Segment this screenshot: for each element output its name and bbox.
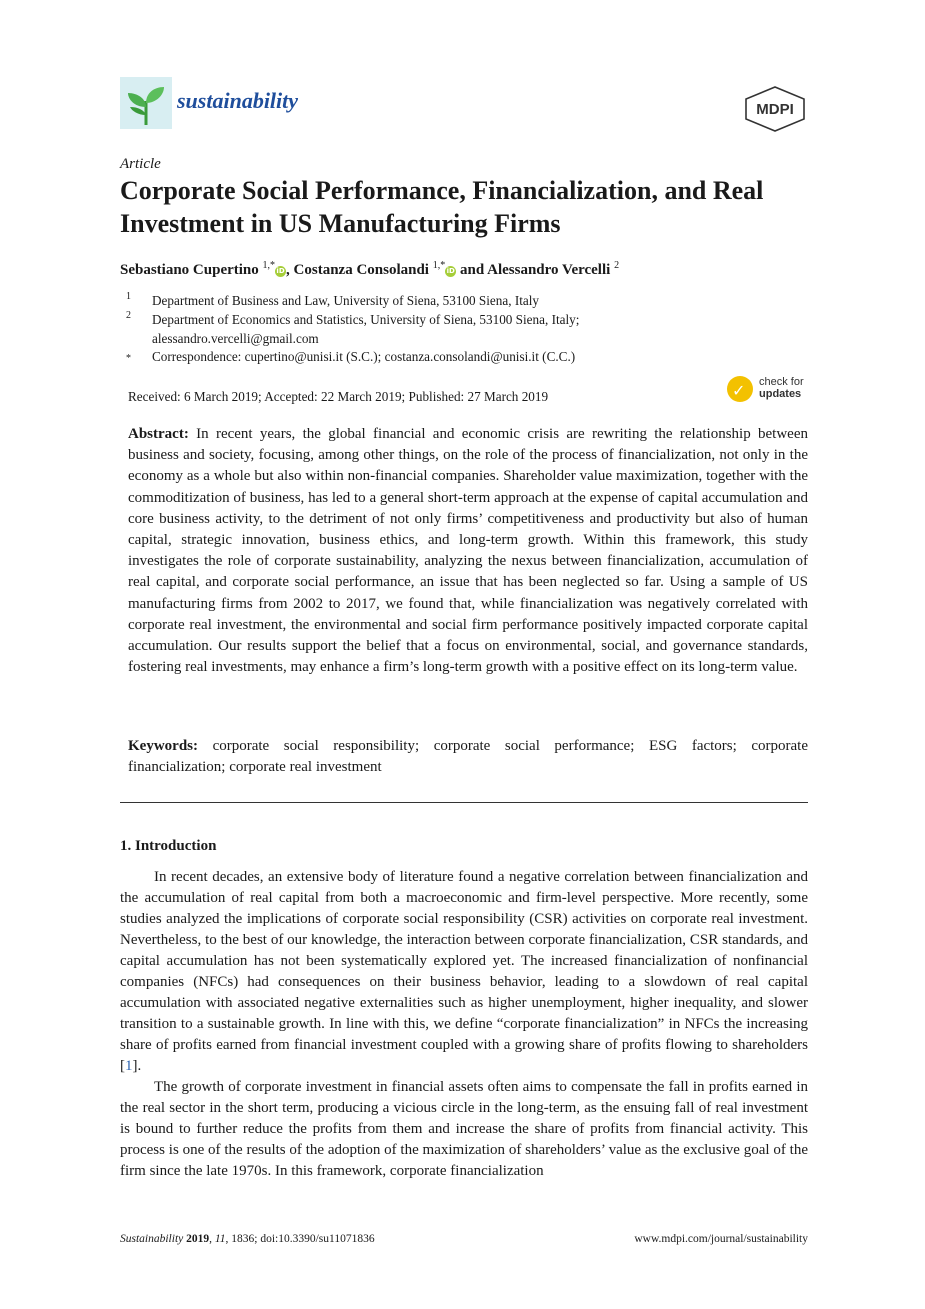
check-for-updates-button[interactable] [727, 374, 812, 408]
paragraph-text: ]. [132, 1058, 142, 1074]
footer-year: 2019 [186, 1233, 210, 1245]
abstract [128, 424, 808, 678]
page-title: Corporate Social Performance, Financialization, and Real Investment in US Manufacturing Firms [120, 176, 764, 238]
check-updates-line2: updates [759, 388, 802, 400]
check-updates-icon: ✓ [727, 376, 753, 402]
affiliation-text: Department of Economics and Statistics, University of Siena, 53100 Siena, Italy; [152, 312, 580, 327]
affiliation-text: Department of Business and Law, University of Siena, 53100 Siena, Italy [152, 293, 539, 308]
orcid-icon[interactable]: iD [276, 267, 285, 275]
citation-link[interactable]: 1 [125, 1058, 133, 1074]
author-2-sup: 1,* [432, 260, 446, 271]
keywords [128, 736, 808, 778]
publisher-label: MDPI [756, 101, 794, 118]
footer-url[interactable]: www.mdpi.com/journal/sustainability [634, 1233, 808, 1245]
paragraph-text: In recent decades, an extensive body of literature found a negative correlation between financialization and the accumulation of real capital from both a macroeconomic and firm-level perspective. More recently, some studies analyzed the implications of corporate social responsibility (CSR) activities on corporate real investment. Nevertheless, to the best of our knowledge, the interaction between corporate financialization, CSR standards, and capital accumulation has not been systematically explored yet. The increased financialization of nonfinancial companies (NFCs) had consequences on their business behavior, leading to a slowdown of real capital accumulation with associated negative externalities such as higher unemployment, higher inequality, and slower transition to a sustainable growth. In line with this, we define “corporate financialization” in NFCs the increasing share of profits earned from financial investment coupled with a growing share of profits flowing to shareholders [ [120, 869, 808, 1074]
keywords-text: corporate social responsibility; corporate social performance; ESG factors; corporate financialization; corporate real investment [128, 738, 809, 776]
author-1-sup: 1,* [262, 260, 276, 271]
journal-name[interactable]: sustainability [177, 88, 299, 113]
author-2[interactable]: Costanza Consolandi [293, 262, 429, 278]
abstract-label: Abstract: [128, 426, 189, 442]
author-list [120, 260, 619, 279]
abstract-text: In recent years, the global financial and economic crisis are rewriting the relationship between business and society, focusing, among other things, on the role of the process of financialization, not only in the economy as a whole but also within non-financial companies. Shareholder value maximization, together with the commoditization of business, has led to a general short-term approach at the expense of capital accumulation and core business activity, to the detriment of not only firms’ competitiveness and productivity but also of human capital, strategic innovation, business ethics, and long-term growth. Within this framework, this study investigates the role of corporate sustainability, analyzing the nexus between financialization, accumulation of real capital, and corporate social performance, an issue that has been neglected so far. Using a sample of US manufacturing firms from 2002 to 2017, we found that, while financialization was negatively correlated with corporate real investment, the environmental and social firm performance positively impacted corporate capital accumulation. Our results support the belief that a focus on environmental, social, and governance standards, fostering real investments, may enhance a firm’s long-term growth with a positive effect on its long-term value. [128, 426, 809, 676]
divider [120, 802, 808, 803]
footer-doi[interactable]: , 1836; doi:10.3390/su11071836 [225, 1233, 375, 1245]
orcid-icon[interactable]: iD [446, 267, 455, 275]
correspondence-text[interactable]: Correspondence: cupertino@unisi.it (S.C.); costanza.consolandi@unisi.it (C.C.) [152, 349, 576, 364]
author-3-sup: 2 [614, 260, 620, 271]
leaf-icon [120, 77, 172, 129]
author-3[interactable]: Alessandro Vercelli [487, 262, 611, 278]
footer-citation: Sustainability 2019, 11, 1836; doi:10.3390/su11071836 [120, 1233, 375, 1245]
author-1[interactable]: Sebastiano Cupertino [120, 262, 259, 278]
check-updates-line1: check for [759, 376, 804, 388]
affiliation-mark: * [126, 353, 131, 364]
author-separator: , [286, 262, 290, 278]
section-heading: 1. Introduction [120, 838, 217, 854]
journal-logo [120, 77, 172, 129]
article-type: Article [120, 156, 161, 172]
affiliation-mark: 2 [126, 310, 131, 321]
section-body [120, 867, 808, 1182]
paragraph [120, 867, 808, 1077]
keywords-label: Keywords: [128, 738, 198, 754]
footer-volume: 11 [214, 1233, 226, 1245]
author-conjunction: and [459, 262, 485, 278]
footer-journal: Sustainability [120, 1233, 184, 1245]
mdpi-logo[interactable] [742, 85, 808, 133]
publication-dates: Received: 6 March 2019; Accepted: 22 March 2019; Published: 27 March 2019 [128, 389, 549, 404]
paragraph: The growth of corporate investment in financial assets often aims to compensate the fall in profits earned in the real sector in the short term, producing a vicious circle in the long-term, as the ensuing fall of real investment is bound to further reduce the profits from them and increase the share of profits from financial activity. This process is one of the results of the adoption of the maximization of shareholders’ value as the exclusive goal of the firm since the late 1970s. In this framework, corporate financialization [120, 1079, 808, 1179]
email-link[interactable]: alessandro.vercelli@gmail.com [152, 331, 319, 346]
affiliation-mark: 1 [126, 291, 131, 302]
